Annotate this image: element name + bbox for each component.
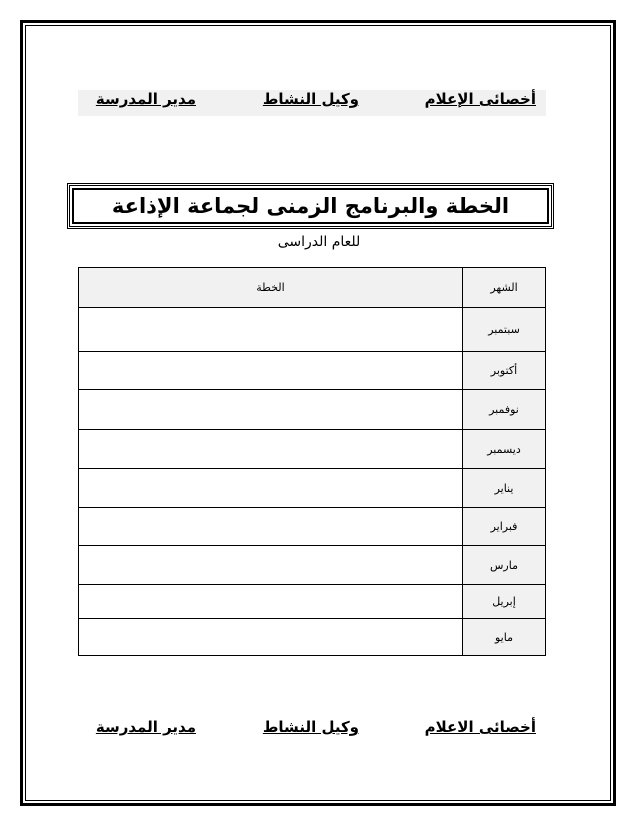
- month-cell: مارس: [463, 546, 546, 585]
- plan-cell[interactable]: [79, 508, 463, 546]
- plan-cell[interactable]: [79, 585, 463, 619]
- signatures-top: [78, 90, 546, 116]
- month-cell: يناير: [463, 469, 546, 508]
- table-row: [79, 352, 546, 390]
- month-cell: أكتوبر: [463, 352, 546, 390]
- month-cell: فبراير: [463, 508, 546, 546]
- month-cell: سبتمبر: [463, 308, 546, 352]
- activity-deputy-label: وكيل النشاط: [262, 90, 359, 108]
- plan-cell[interactable]: [79, 352, 463, 390]
- title-box: [67, 183, 554, 229]
- table-row: [79, 308, 546, 352]
- media-specialist-label: أخصائى الإعلام: [424, 90, 536, 108]
- media-specialist-label: أخصائى الاعلام: [424, 718, 536, 736]
- month-column-header: الشهر: [463, 268, 546, 308]
- table-row: [79, 585, 546, 619]
- academic-year-subtitle: للعام الدراسى: [277, 234, 361, 250]
- month-cell: مايو: [463, 619, 546, 656]
- table-row: [79, 469, 546, 508]
- plan-table: [78, 267, 546, 656]
- plan-cell[interactable]: [79, 469, 463, 508]
- plan-cell[interactable]: [79, 308, 463, 352]
- table-row: [79, 619, 546, 656]
- month-cell: نوفمبر: [463, 390, 546, 430]
- school-principal-label: مدير المدرسة: [95, 90, 196, 108]
- table-header-row: [79, 268, 546, 308]
- month-cell: ديسمبر: [463, 430, 546, 469]
- page-title: الخطة والبرنامج الزمنى لجماعة الإذاعة: [72, 188, 549, 224]
- table-row: [79, 390, 546, 430]
- activity-deputy-label: وكيل النشاط: [262, 718, 359, 736]
- school-principal-label: مدير المدرسة: [95, 718, 196, 736]
- month-cell: إبريل: [463, 585, 546, 619]
- plan-cell[interactable]: [79, 546, 463, 585]
- plan-cell[interactable]: [79, 390, 463, 430]
- table-row: [79, 546, 546, 585]
- plan-column-header: الخطة: [79, 268, 463, 308]
- plan-cell[interactable]: [79, 430, 463, 469]
- table-row: [79, 430, 546, 469]
- plan-cell[interactable]: [79, 619, 463, 656]
- signatures-bottom: [78, 718, 546, 744]
- table-row: [79, 508, 546, 546]
